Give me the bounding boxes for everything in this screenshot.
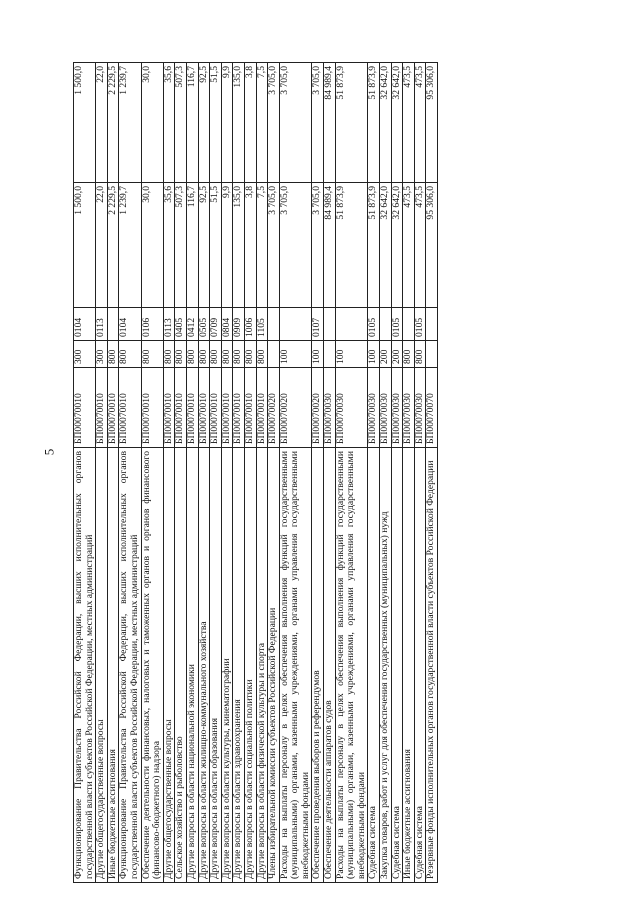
- table-row: [233, 63, 245, 883]
- row-description: Члены избирательной комиссии субъектов Российской Федерации: [268, 448, 280, 883]
- row-expense-type: 100: [335, 341, 368, 368]
- row-description: Резервные фонды исполнительных органов государственной власти субъектов Российской Федерации: [426, 448, 438, 883]
- row-amount-1: 35,6: [163, 183, 175, 308]
- table-row: [198, 63, 210, 883]
- row-amount-1: 3 705,0: [312, 183, 324, 308]
- row-description: Иные бюджетные ассигнования: [403, 448, 415, 883]
- row-description: Другие вопросы в области образования: [210, 448, 222, 883]
- row-target-code: БП00070010: [233, 368, 245, 448]
- row-expense-type: 800: [210, 341, 222, 368]
- row-amount-2: 116,7: [186, 63, 198, 183]
- row-description: Другие вопросы в области культуры, кинематографии: [221, 448, 233, 883]
- table-row: [414, 63, 426, 883]
- row-expense-type: 800: [233, 341, 245, 368]
- row-section-code: 0105: [414, 308, 426, 341]
- row-amount-1: 32 642,0: [391, 183, 403, 308]
- row-section-code: 0105: [391, 308, 403, 341]
- row-target-code: БП00070010: [221, 368, 233, 448]
- row-expense-type: 300: [74, 341, 96, 368]
- row-amount-1: 92,5: [198, 183, 210, 308]
- table-row: [324, 63, 336, 883]
- budget-table-body: [74, 63, 438, 883]
- row-amount-2: 84 989,4: [324, 63, 336, 183]
- row-target-code: БП00070010: [244, 368, 256, 448]
- row-target-code: БП00070030: [403, 368, 415, 448]
- table-row: [391, 63, 403, 883]
- row-target-code: БП00070020: [268, 368, 280, 448]
- row-amount-1: 7,5: [256, 183, 268, 308]
- row-amount-1: 32 642,0: [380, 183, 392, 308]
- table-row: [221, 63, 233, 883]
- row-section-code: 0909: [233, 308, 245, 341]
- row-section-code: 0505: [198, 308, 210, 341]
- row-amount-2: 3 705,0: [312, 63, 324, 183]
- row-amount-2: 1 239,7: [119, 63, 141, 183]
- row-amount-2: 32 642,0: [380, 63, 392, 183]
- row-amount-1: 507,3: [175, 183, 187, 308]
- row-amount-1: 116,7: [186, 183, 198, 308]
- row-amount-2: 507,3: [175, 63, 187, 183]
- rotated-page-content: [73, 63, 603, 883]
- row-amount-2: 7,5: [256, 63, 268, 183]
- table-row: [119, 63, 141, 883]
- row-target-code: БП00070010: [74, 368, 96, 448]
- row-target-code: БП00070030: [335, 368, 368, 448]
- table-row: [175, 63, 187, 883]
- row-section-code: 0104: [119, 308, 141, 341]
- table-row: [426, 63, 438, 883]
- row-expense-type: 800: [403, 341, 415, 368]
- row-section-code: 0113: [163, 308, 175, 341]
- row-expense-type: 100: [312, 341, 324, 368]
- row-expense-type: 800: [119, 341, 141, 368]
- table-row: [403, 63, 415, 883]
- row-description: Судебная система: [368, 448, 380, 883]
- row-target-code: БП00070030: [414, 368, 426, 448]
- row-section-code: [324, 308, 336, 341]
- row-expense-type: [268, 341, 280, 368]
- row-target-code: БП00070020: [312, 368, 324, 448]
- row-description: Другие вопросы в области социальной политики: [244, 448, 256, 883]
- row-amount-2: 51 873,9: [335, 63, 368, 183]
- row-description: Судебная система: [391, 448, 403, 883]
- row-amount-2: 1 500,0: [74, 63, 96, 183]
- row-amount-1: 473,5: [414, 183, 426, 308]
- row-section-code: [268, 308, 280, 341]
- row-amount-2: 22,0: [96, 63, 108, 183]
- row-amount-2: 2 229,5: [107, 63, 119, 183]
- row-description: Закупка товаров, работ и услуг для обеспечения государственных (муниципальных) нужд: [380, 448, 392, 883]
- row-expense-type: 800: [256, 341, 268, 368]
- row-expense-type: [324, 341, 336, 368]
- table-row: [186, 63, 198, 883]
- row-amount-1: 22,0: [96, 183, 108, 308]
- row-target-code: БП00070030: [391, 368, 403, 448]
- row-target-code: БП00070010: [210, 368, 222, 448]
- row-section-code: [403, 308, 415, 341]
- row-amount-2: 92,5: [198, 63, 210, 183]
- row-expense-type: 100: [368, 341, 380, 368]
- table-row: [107, 63, 119, 883]
- row-expense-type: 800: [244, 341, 256, 368]
- row-amount-2: 3 705,0: [279, 63, 312, 183]
- row-amount-2: 3,8: [244, 63, 256, 183]
- row-expense-type: 800: [221, 341, 233, 368]
- row-target-code: БП00070020: [279, 368, 312, 448]
- row-amount-2: 51 873,9: [368, 63, 380, 183]
- table-row: [312, 63, 324, 883]
- row-description: Другие общегосударственные вопросы: [163, 448, 175, 883]
- row-amount-1: 9,9: [221, 183, 233, 308]
- row-section-code: [380, 308, 392, 341]
- row-amount-1: 135,0: [233, 183, 245, 308]
- row-expense-type: 800: [107, 341, 119, 368]
- row-section-code: 0104: [74, 308, 96, 341]
- row-target-code: БП00070010: [141, 368, 163, 448]
- row-expense-type: 800: [198, 341, 210, 368]
- row-expense-type: [426, 341, 438, 368]
- row-description: Другие общегосударственные вопросы: [96, 448, 108, 883]
- table-row: [163, 63, 175, 883]
- row-section-code: 1006: [244, 308, 256, 341]
- table-row: [380, 63, 392, 883]
- row-section-code: 1105: [256, 308, 268, 341]
- row-amount-2: 95 306,0: [426, 63, 438, 183]
- row-amount-2: 51,5: [210, 63, 222, 183]
- row-target-code: БП00070070: [426, 368, 438, 448]
- row-description: Судебная система: [414, 448, 426, 883]
- row-amount-1: 51 873,9: [368, 183, 380, 308]
- row-expense-type: 800: [163, 341, 175, 368]
- row-amount-2: 473,5: [403, 63, 415, 183]
- row-amount-2: 9,9: [221, 63, 233, 183]
- row-section-code: 0113: [96, 308, 108, 341]
- row-amount-1: 473,5: [403, 183, 415, 308]
- row-amount-1: 51,5: [210, 183, 222, 308]
- row-section-code: 0107: [312, 308, 324, 341]
- row-description: Другие вопросы в области физической культуры и спорта: [256, 448, 268, 883]
- row-description: Обеспечение деятельности аппаратов судов: [324, 448, 336, 883]
- budget-table: [73, 62, 438, 883]
- row-description: Другие вопросы в области национальной экономики: [186, 448, 198, 883]
- row-amount-1: 1 239,7: [119, 183, 141, 308]
- row-expense-type: 800: [414, 341, 426, 368]
- row-amount-1: 30,0: [141, 183, 163, 308]
- row-section-code: 0405: [175, 308, 187, 341]
- table-row: [335, 63, 368, 883]
- row-section-code: 0412: [186, 308, 198, 341]
- row-amount-1: 95 306,0: [426, 183, 438, 308]
- row-amount-2: 30,0: [141, 63, 163, 183]
- row-target-code: БП00070010: [186, 368, 198, 448]
- row-description: Другие вопросы в области жилищно-коммунального хозяйства: [198, 448, 210, 883]
- row-description: Иные бюджетные ассигнования: [107, 448, 119, 883]
- row-target-code: БП00070030: [368, 368, 380, 448]
- row-section-code: [107, 308, 119, 341]
- row-section-code: 0804: [221, 308, 233, 341]
- row-expense-type: 100: [279, 341, 312, 368]
- row-amount-2: 135,0: [233, 63, 245, 183]
- row-expense-type: 200: [380, 341, 392, 368]
- row-section-code: 0105: [368, 308, 380, 341]
- row-expense-type: 800: [175, 341, 187, 368]
- row-amount-1: 84 989,4: [324, 183, 336, 308]
- row-target-code: БП00070010: [175, 368, 187, 448]
- row-amount-1: 3,8: [244, 183, 256, 308]
- row-amount-1: 51 873,9: [335, 183, 368, 308]
- row-amount-2: 473,5: [414, 63, 426, 183]
- table-row: [279, 63, 312, 883]
- row-section-code: [335, 308, 368, 341]
- row-description: Расходы на выплаты персоналу в целях обеспечения выполнения функций государственными (муниципальными) органами, казенными учреждениями, органами управления государственными внебюджетными фондами: [335, 448, 368, 883]
- row-target-code: БП00070030: [324, 368, 336, 448]
- row-description: Обеспечение проведения выборов и референдумов: [312, 448, 324, 883]
- table-row: [74, 63, 96, 883]
- row-amount-1: 3 705,0: [268, 183, 280, 308]
- row-expense-type: 300: [96, 341, 108, 368]
- row-amount-2: 3 705,0: [268, 63, 280, 183]
- row-amount-1: 3 705,0: [279, 183, 312, 308]
- row-description: Расходы на выплаты персоналу в целях обеспечения выполнения функций государственными (муниципальными) органами, казенными учреждениями, органами управления государственными внебюджетными фондами: [279, 448, 312, 883]
- table-row: [256, 63, 268, 883]
- row-description: Другие вопросы в области здравоохранения: [233, 448, 245, 883]
- row-section-code: 0709: [210, 308, 222, 341]
- row-target-code: БП00070010: [198, 368, 210, 448]
- page-number: 5: [41, 448, 57, 456]
- table-row: [141, 63, 163, 883]
- row-target-code: БП00070010: [256, 368, 268, 448]
- row-section-code: [426, 308, 438, 341]
- row-section-code: 0106: [141, 308, 163, 341]
- row-target-code: БП00070010: [96, 368, 108, 448]
- row-description: Сельское хозяйство и рыболовство: [175, 448, 187, 883]
- row-description: Функционирование Правительства Российской Федерации, высших исполнительных органов государственной власти субъектов Российской Федерации, местных администраций: [74, 448, 96, 883]
- table-row: [210, 63, 222, 883]
- row-expense-type: 800: [186, 341, 198, 368]
- row-target-code: БП00070010: [163, 368, 175, 448]
- row-expense-type: 200: [391, 341, 403, 368]
- row-description: Функционирование Правительства Российской Федерации, высших исполнительных органов государственной власти субъектов Российской Федерации, местных администраций: [119, 448, 141, 883]
- table-row: [268, 63, 280, 883]
- row-target-code: БП00070030: [380, 368, 392, 448]
- table-row: [96, 63, 108, 883]
- row-target-code: БП00070010: [107, 368, 119, 448]
- row-section-code: [279, 308, 312, 341]
- row-amount-2: 32 642,0: [391, 63, 403, 183]
- table-row: [368, 63, 380, 883]
- row-target-code: БП00070010: [119, 368, 141, 448]
- row-amount-2: 35,6: [163, 63, 175, 183]
- row-expense-type: 800: [141, 341, 163, 368]
- row-description: Обеспечение деятельности финансовых, налоговых и таможенных органов и органов финансового (финансово-бюджетного) надзора: [141, 448, 163, 883]
- row-amount-1: 2 229,5: [107, 183, 119, 308]
- table-row: [244, 63, 256, 883]
- row-amount-1: 1 500,0: [74, 183, 96, 308]
